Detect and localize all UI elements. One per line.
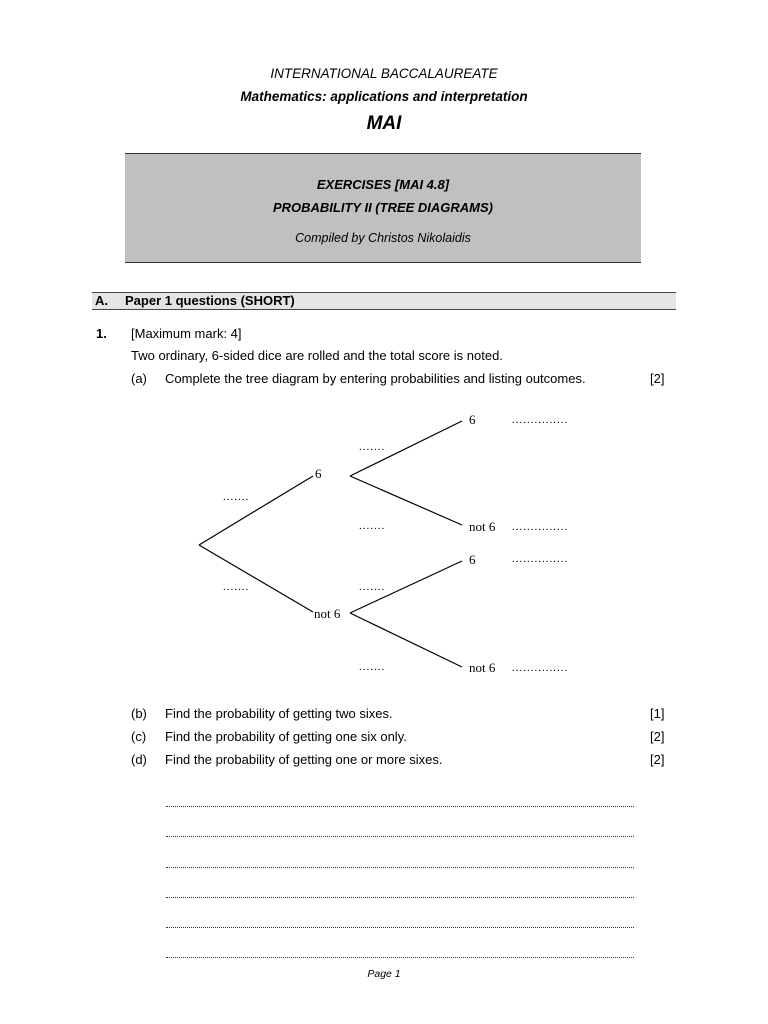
title-author: Compiled by Christos Nikolaidis (295, 231, 471, 245)
part-label-d: (d) (131, 752, 147, 767)
answer-line[interactable] (166, 867, 634, 868)
answer-line[interactable] (166, 806, 634, 807)
outcome-blank-2[interactable]: ............... (512, 521, 569, 533)
prob-blank-not-six-not-six[interactable]: ....... (359, 661, 386, 673)
part-label-b: (b) (131, 706, 147, 721)
part-text-d: Find the probability of getting one or more sixes. (165, 752, 443, 767)
branch-first-not-six (199, 545, 313, 612)
section-letter: A. (95, 293, 108, 308)
node-first-six: 6 (315, 466, 322, 481)
answer-line[interactable] (166, 927, 634, 928)
branch-first-six (199, 476, 313, 545)
section-title: Paper 1 questions (SHORT) (125, 293, 295, 308)
prob-blank-first-six[interactable]: ....... (223, 491, 250, 503)
page-number: Page 1 (367, 968, 401, 980)
part-label-a: (a) (131, 371, 147, 386)
answer-line[interactable] (166, 836, 634, 837)
prob-blank-first-not-six[interactable]: ....... (223, 581, 250, 593)
outcome-blank-1[interactable]: ............... (512, 414, 569, 426)
node-six-not-six: not 6 (469, 519, 496, 534)
header-course: Mathematics: applications and interpretation (240, 89, 528, 104)
title-topic: PROBABILITY II (TREE DIAGRAMS) (272, 200, 494, 215)
node-first-not-six: not 6 (314, 606, 341, 621)
header-code: MAI (366, 113, 402, 134)
prob-blank-not-six-six[interactable]: ....... (359, 581, 386, 593)
part-text-b: Find the probability of getting two sixes. (165, 706, 393, 721)
title-exercises: EXERCISES [MAI 4.8] (316, 177, 450, 192)
part-text-c: Find the probability of getting one six only. (165, 729, 407, 744)
part-mark-d: [2] (650, 752, 665, 767)
prob-blank-six-six[interactable]: ....... (359, 441, 386, 453)
part-text-a: Complete the tree diagram by entering probabilities and listing outcomes. (165, 371, 586, 386)
question-number: 1. (96, 326, 107, 341)
node-not-six-not-six: not 6 (469, 660, 496, 675)
branch-not-six-not-six (350, 613, 462, 667)
part-label-c: (c) (131, 729, 147, 744)
question-intro: Two ordinary, 6-sided dice are rolled and the total score is noted. (131, 348, 503, 363)
part-mark-b: [1] (650, 706, 665, 721)
answer-line[interactable] (166, 957, 634, 958)
branch-six-not-six (350, 476, 462, 525)
node-not-six-six: 6 (469, 552, 476, 567)
answer-line[interactable] (166, 897, 634, 898)
outcome-blank-4[interactable]: ............... (512, 662, 569, 674)
question-max-mark: [Maximum mark: 4] (131, 326, 242, 341)
outcome-blank-3[interactable]: ............... (512, 553, 569, 565)
header-institution: INTERNATIONAL BACCALAUREATE (270, 66, 498, 81)
prob-blank-six-not-six[interactable]: ....... (359, 520, 386, 532)
node-six-six: 6 (469, 412, 476, 427)
part-mark-a: [2] (650, 371, 665, 386)
part-mark-c: [2] (650, 729, 665, 744)
